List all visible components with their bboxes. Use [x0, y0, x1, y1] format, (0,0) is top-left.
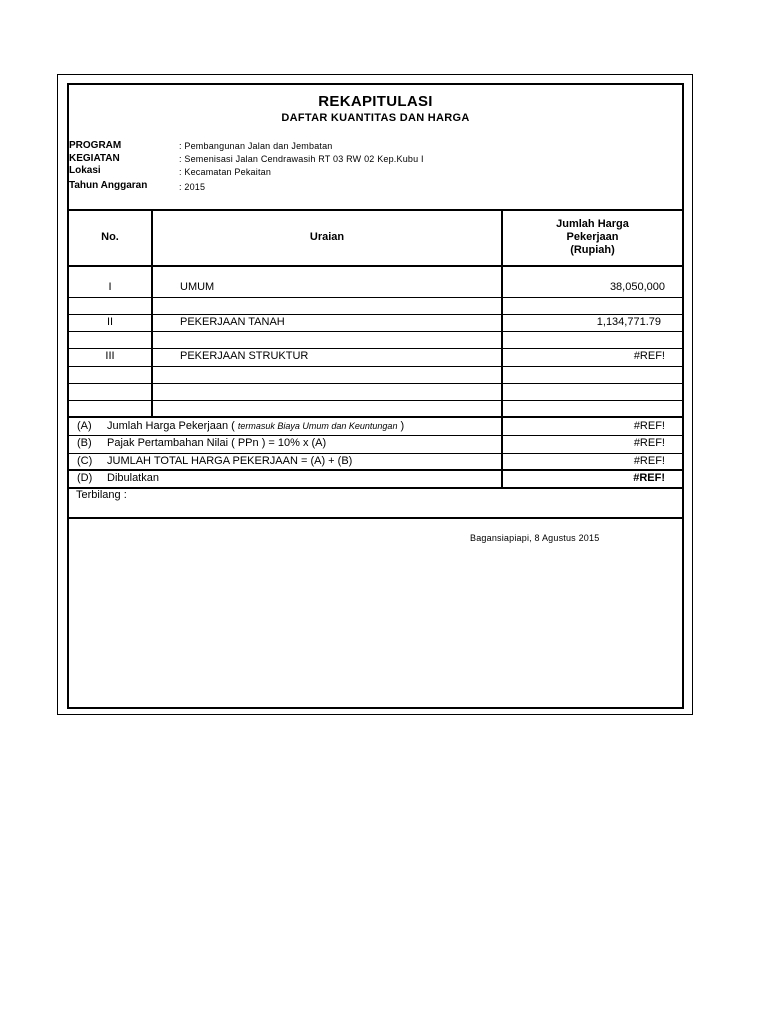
summary-a-value: #REF!	[633, 420, 665, 432]
summary-code: (B)	[77, 437, 92, 449]
summary-code: (C)	[77, 455, 93, 467]
info-value-tahun: : 2015	[179, 182, 206, 192]
summary-d-label	[77, 472, 159, 484]
summary-divider	[69, 435, 682, 436]
row-divider	[69, 383, 682, 384]
summary-note: termasuk Biaya Umum dan Keuntungan	[237, 421, 398, 431]
summary-suffix: )	[400, 420, 405, 432]
info-value-program: : Pembangunan Jalan dan Jembatan	[179, 141, 333, 151]
document-title: REKAPITULASI	[318, 93, 433, 110]
row-no: II	[106, 316, 114, 328]
summary-code: (A)	[77, 420, 92, 432]
row-uraian: PEKERJAAN STRUKTUR	[180, 350, 309, 362]
terbilang-bottom-border	[69, 517, 682, 519]
summary-c-value: #REF!	[633, 455, 665, 467]
header-uraian: Uraian	[309, 231, 345, 243]
row-no: III	[105, 350, 115, 362]
row-uraian: PEKERJAAN TANAH	[180, 316, 285, 328]
header-jumlah-line3: (Rupiah)	[570, 244, 615, 256]
summary-c-label	[77, 455, 352, 467]
place-date: Bagansiapiapi, 8 Agustus 2015	[470, 533, 600, 543]
row-divider	[69, 314, 682, 315]
summary-a-label	[77, 420, 404, 432]
row-divider	[69, 400, 682, 401]
header-jumlah-line2: Pekerjaan	[566, 231, 619, 243]
summary-text: Pajak Pertambahan Nilai ( PPn ) = 10% x (A)	[107, 437, 327, 449]
summary-text: JUMLAH TOTAL HARGA PEKERJAAN = (A) + (B)	[107, 455, 353, 467]
header-jumlah-line1: Jumlah Harga	[556, 218, 629, 230]
summary-divider	[69, 453, 682, 454]
summary-text: Dibulatkan	[107, 472, 159, 484]
info-label-program: PROGRAM	[69, 140, 122, 151]
summary-b-value: #REF!	[633, 437, 665, 449]
summary-code: (D)	[77, 472, 93, 484]
info-label-tahun: Tahun Anggaran	[69, 180, 148, 191]
header-no: No.	[101, 231, 119, 243]
summary-text: Jumlah Harga Pekerjaan (	[107, 420, 235, 432]
row-uraian: UMUM	[180, 281, 215, 293]
info-label-lokasi: Lokasi	[69, 165, 101, 176]
summary-d-value: #REF!	[633, 472, 665, 484]
row-divider	[69, 297, 682, 298]
row-no: I	[108, 281, 112, 293]
info-label-kegiatan: KEGIATAN	[69, 153, 120, 164]
summary-b-label	[77, 437, 326, 449]
info-value-kegiatan: : Semenisasi Jalan Cendrawasih RT 03 RW 02 Kep.Kubu I	[179, 154, 424, 164]
summary-top-border	[69, 416, 682, 418]
row-jumlah: #REF!	[633, 350, 665, 362]
table-header-bottom-border	[69, 265, 682, 267]
info-value-lokasi: : Kecamatan Pekaitan	[179, 167, 272, 177]
summary-bottom-border	[69, 487, 682, 489]
row-jumlah: 38,050,000	[609, 281, 665, 293]
summary-divider	[69, 469, 682, 471]
table-top-border	[69, 209, 682, 211]
row-divider	[69, 331, 682, 332]
document-subtitle: DAFTAR KUANTITAS DAN HARGA	[281, 112, 470, 124]
terbilang-label: Terbilang :	[76, 489, 127, 501]
document-box	[67, 83, 684, 709]
row-jumlah: 1,134,771.79	[596, 316, 661, 328]
row-divider	[69, 366, 682, 367]
row-divider	[69, 348, 682, 349]
